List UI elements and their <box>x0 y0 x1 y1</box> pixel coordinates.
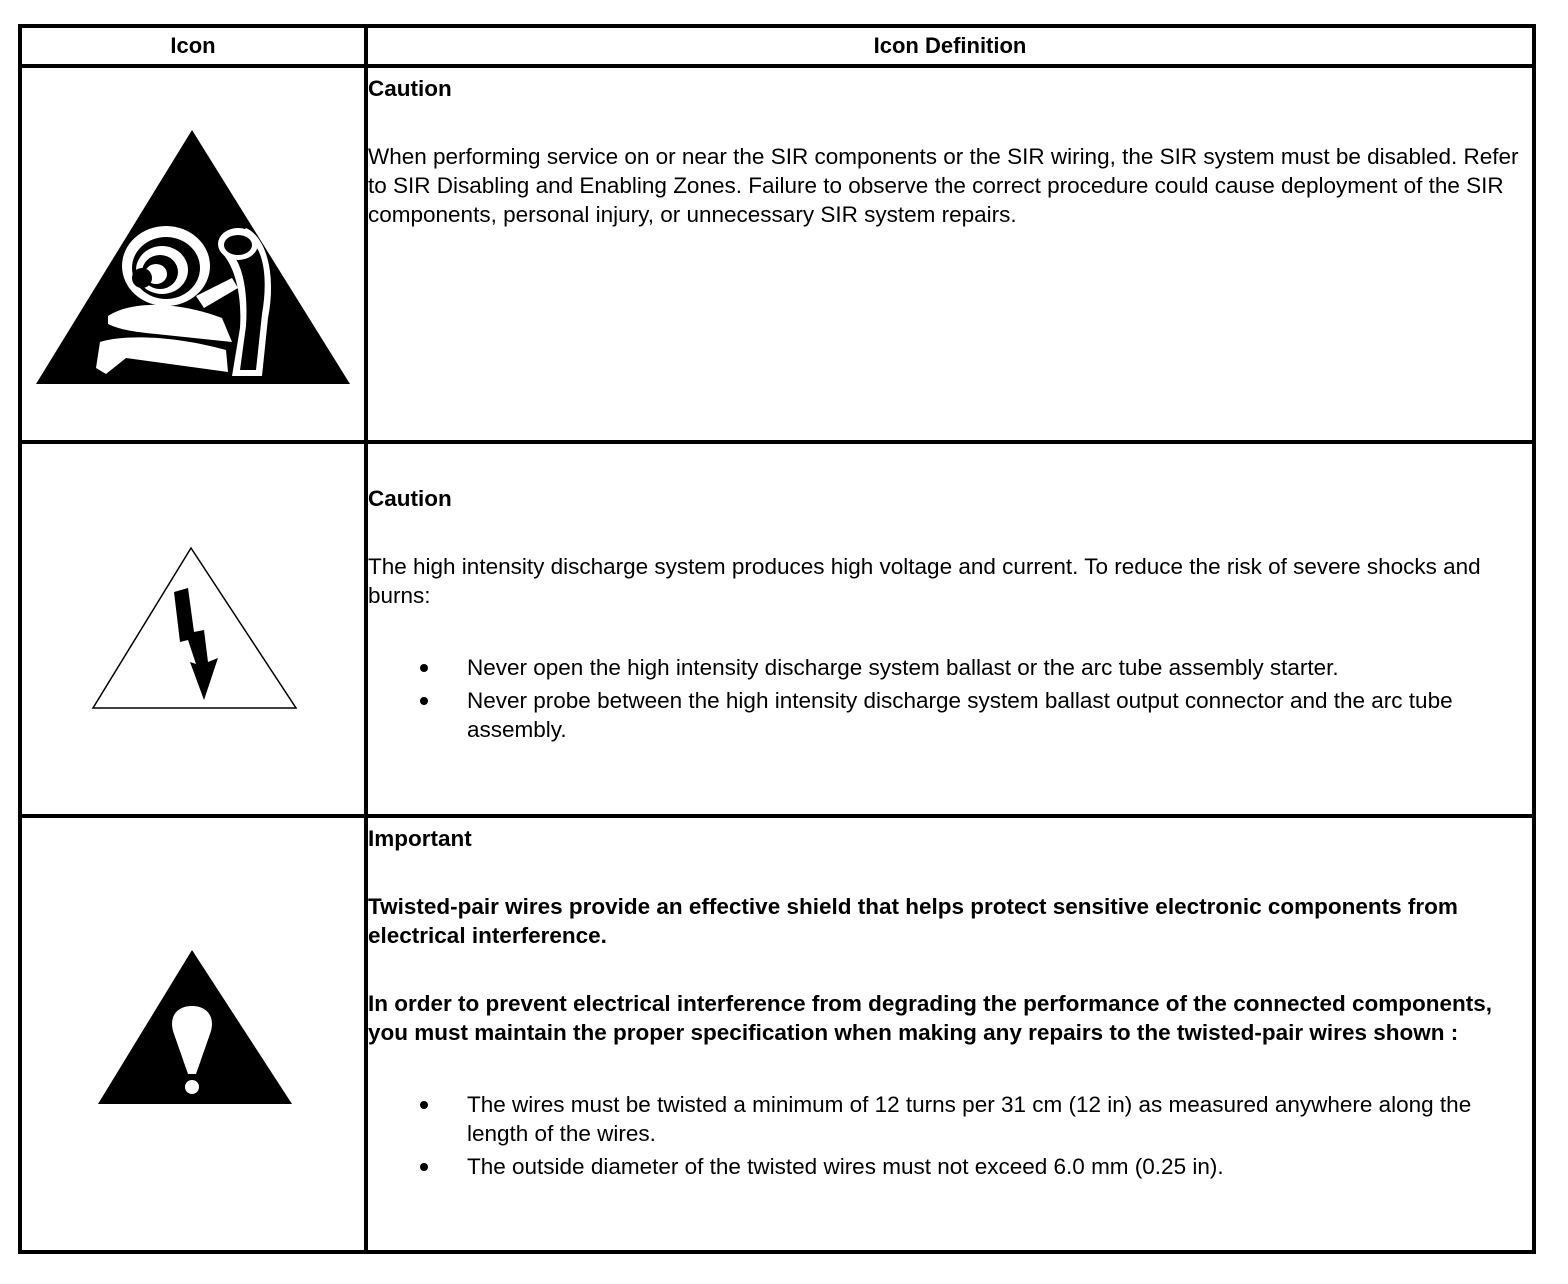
icon-cell <box>20 66 366 442</box>
header-icon-definition: Icon Definition <box>366 26 1534 66</box>
list-item: Never open the high intensity discharge system ballast or the arc tube assembly starter. <box>368 653 1532 682</box>
high-voltage-warning-icon <box>90 544 300 714</box>
definition-title: Caution <box>368 486 452 511</box>
list-item: Never probe between the high intensity discharge system ballast output connector and the arc tube assembly. <box>368 686 1532 744</box>
table-row <box>20 816 1534 1252</box>
list-item: The wires must be twisted a minimum of 12 turns per 31 cm (12 in) as measured anywhere along the length of the wires. <box>368 1090 1532 1148</box>
table-row <box>20 66 1534 442</box>
icon-cell <box>20 816 366 1252</box>
definition-title: Caution <box>368 76 452 101</box>
header-row <box>20 26 1534 66</box>
airbag-warning-icon <box>36 128 356 388</box>
bullet-list <box>368 1090 1532 1181</box>
definition-cell <box>366 442 1534 816</box>
header-icon: Icon <box>20 26 366 66</box>
icon-cell <box>20 442 366 816</box>
definition-text: When performing service on or near the SIR components or the SIR wiring, the SIR system must be disabled. Refer to SIR Disabling and Enabling Zones. Failure to observe the correct procedure could cause deployment of the SIR components, personal injury, or unnecessary SIR system repairs. <box>368 144 1519 227</box>
definition-text: In order to prevent electrical interference from degrading the performance of the connected components, you must maintain the proper specification when making any repairs to the twisted-pair wires shown : <box>368 991 1492 1045</box>
table-row <box>20 442 1534 816</box>
icon-definition-table <box>18 24 1536 1254</box>
definition-text: The high intensity discharge system produces high voltage and current. To reduce the risk of severe shocks and burns: <box>368 554 1481 608</box>
definition-cell <box>366 66 1534 442</box>
list-item: The outside diameter of the twisted wires must not exceed 6.0 mm (0.25 in). <box>368 1152 1532 1181</box>
definition-title: Important <box>368 826 472 851</box>
definition-text: Twisted-pair wires provide an effective shield that helps protect sensitive electronic components from electrical interference. <box>368 894 1458 948</box>
definition-cell <box>366 816 1534 1252</box>
bullet-list <box>368 653 1532 744</box>
exclamation-warning-icon <box>96 948 296 1108</box>
